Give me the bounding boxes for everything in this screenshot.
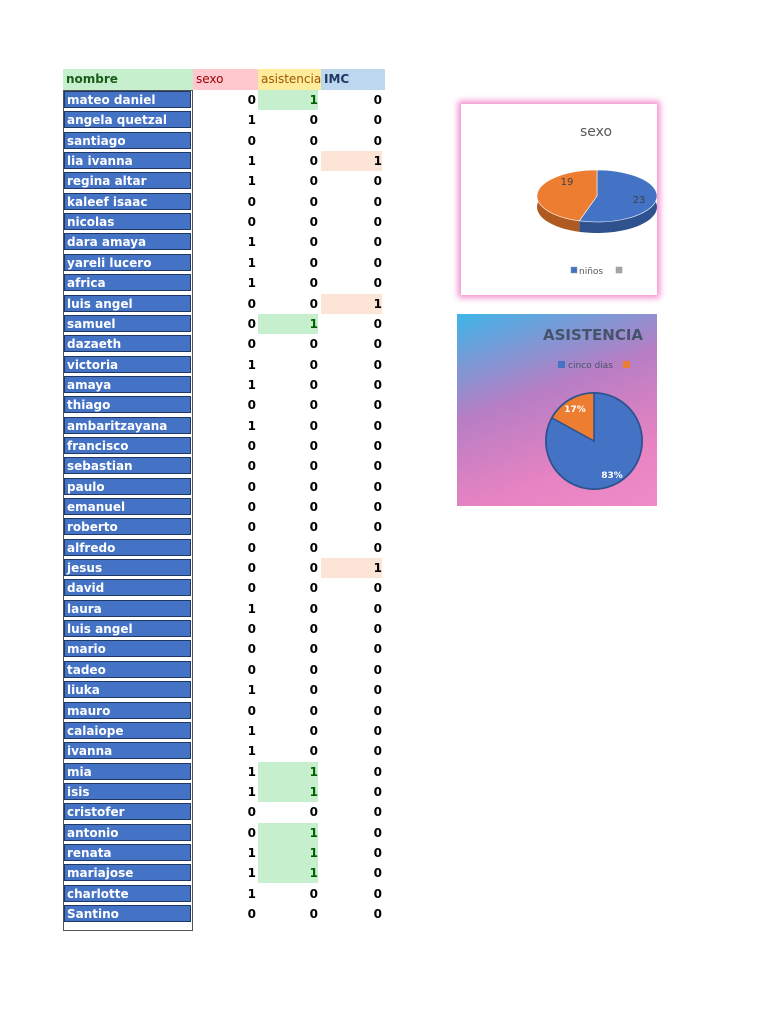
cell-asistencia[interactable]: 1 [258, 762, 318, 782]
cell-nombre[interactable]: ambaritzayana [64, 417, 191, 434]
table-row [63, 680, 385, 700]
cell-nombre[interactable]: alfredo [64, 539, 191, 556]
cell-sexo[interactable]: 1 [247, 418, 256, 433]
chart-sexo[interactable] [461, 104, 657, 295]
cell-asistencia[interactable]: 0 [309, 744, 318, 759]
table-row [63, 762, 385, 782]
cell-nombre[interactable]: nicolas [64, 213, 191, 230]
cell-sexo[interactable]: 1 [247, 845, 256, 860]
cell-sexo[interactable]: 0 [247, 296, 256, 311]
cell-sexo[interactable]: 0 [247, 907, 256, 921]
cell-asistencia[interactable]: 0 [309, 561, 318, 576]
cell-sexo[interactable]: 1 [247, 377, 256, 392]
cell-imc[interactable]: 0 [373, 438, 382, 453]
cell-nombre[interactable]: amaya [64, 376, 191, 393]
cell-sexo[interactable]: 1 [247, 113, 256, 128]
cell-asistencia[interactable]: 0 [309, 255, 318, 270]
cell-imc[interactable]: 0 [373, 866, 382, 881]
table-row [63, 782, 385, 802]
cell-sexo[interactable]: 0 [247, 479, 256, 494]
cell-imc[interactable]: 0 [373, 194, 382, 209]
cell-asistencia[interactable]: 0 [309, 276, 318, 291]
cell-asistencia[interactable]: 0 [309, 540, 318, 555]
cell-nombre[interactable]: santiago [64, 132, 191, 149]
cell-asistencia[interactable]: 0 [309, 520, 318, 535]
header-sexo[interactable]: sexo [193, 69, 258, 90]
cell-nombre[interactable]: ivanna [64, 742, 191, 759]
cell-nombre[interactable]: tadeo [64, 661, 191, 678]
cell-sexo[interactable]: 0 [247, 459, 256, 474]
cell-asistencia[interactable]: 0 [309, 601, 318, 616]
cell-asistencia[interactable]: 1 [258, 314, 318, 334]
cell-nombre[interactable]: thiago [64, 396, 191, 413]
cell-imc[interactable]: 0 [373, 662, 382, 677]
header-asistencia[interactable]: asistencia [258, 69, 321, 90]
cell-nombre[interactable]: isis [64, 783, 191, 800]
cell-nombre[interactable]: regina altar [64, 172, 191, 189]
cell-imc[interactable]: 0 [373, 886, 382, 901]
cell-asistencia[interactable]: 0 [309, 723, 318, 738]
data-label-0: 83% [601, 471, 623, 481]
cell-asistencia[interactable]: 0 [309, 581, 318, 596]
cell-imc[interactable]: 0 [373, 581, 382, 596]
cell-imc[interactable]: 0 [373, 113, 382, 128]
cell-imc[interactable]: 0 [373, 337, 382, 352]
legend-label-0: cinco dias [568, 361, 613, 371]
cell-nombre[interactable]: luis angel [64, 295, 191, 312]
cell-imc[interactable]: 0 [373, 825, 382, 840]
legend-swatch-0 [571, 267, 577, 273]
cell-asistencia[interactable]: 0 [309, 174, 318, 189]
cell-asistencia[interactable]: 0 [309, 886, 318, 901]
table-row [63, 741, 385, 761]
table-row [63, 192, 385, 212]
cell-sexo[interactable]: 0 [247, 662, 256, 677]
cell-asistencia[interactable]: 0 [309, 907, 318, 921]
cell-imc[interactable]: 0 [373, 744, 382, 759]
cell-imc[interactable]: 0 [373, 255, 382, 270]
cell-asistencia[interactable]: 0 [309, 377, 318, 392]
cell-sexo[interactable]: 1 [247, 255, 256, 270]
cell-asistencia[interactable]: 0 [309, 113, 318, 128]
cell-imc[interactable]: 0 [373, 215, 382, 230]
cell-sexo[interactable]: 0 [247, 215, 256, 230]
cell-nombre[interactable]: mariajose [64, 864, 191, 881]
cell-asistencia[interactable]: 0 [309, 500, 318, 514]
table-row [63, 416, 385, 436]
legend-swatch-1 [623, 361, 630, 368]
cell-imc[interactable]: 0 [373, 683, 382, 698]
cell-asistencia[interactable]: 0 [309, 662, 318, 677]
table-row [63, 90, 385, 110]
cell-sexo[interactable]: 0 [247, 581, 256, 596]
table-row [63, 802, 385, 822]
cell-imc[interactable]: 0 [373, 601, 382, 616]
legend-swatch-0 [558, 361, 565, 368]
cell-sexo[interactable]: 0 [247, 500, 256, 514]
cell-sexo[interactable]: 0 [247, 337, 256, 352]
table-row [63, 314, 385, 334]
table-row [63, 395, 385, 415]
cell-sexo[interactable]: 0 [247, 93, 256, 107]
cell-nombre[interactable]: mario [64, 640, 191, 657]
cell-sexo[interactable]: 0 [247, 540, 256, 555]
header-nombre[interactable]: nombre [63, 69, 193, 90]
cell-nombre[interactable]: Santino [64, 905, 191, 922]
cell-imc[interactable]: 0 [373, 500, 382, 514]
cell-sexo[interactable]: 1 [247, 235, 256, 250]
table-row [63, 619, 385, 639]
legend-swatch-1 [616, 267, 622, 273]
cell-nombre[interactable]: antonio [64, 824, 191, 841]
cell-nombre[interactable]: jesus [64, 559, 191, 576]
table-row [63, 639, 385, 659]
cell-nombre[interactable]: renata [64, 844, 191, 861]
cell-imc[interactable]: 0 [373, 357, 382, 372]
cell-imc[interactable]: 0 [373, 907, 382, 921]
cell-asistencia[interactable]: 1 [258, 843, 318, 863]
table-row [63, 436, 385, 456]
cell-imc[interactable]: 0 [373, 703, 382, 718]
cell-sexo[interactable]: 0 [247, 825, 256, 840]
cell-sexo[interactable]: 1 [247, 683, 256, 698]
cell-imc[interactable]: 0 [373, 479, 382, 494]
cell-sexo[interactable]: 0 [247, 316, 256, 331]
cell-sexo[interactable]: 0 [247, 805, 256, 820]
table-row [63, 171, 385, 191]
cell-sexo[interactable]: 0 [247, 561, 256, 576]
cell-asistencia[interactable]: 0 [309, 357, 318, 372]
cell-nombre[interactable]: roberto [64, 518, 191, 535]
chart-asistencia-svg [457, 314, 657, 506]
cell-imc[interactable]: 0 [373, 622, 382, 637]
data-label-0: 23 [632, 195, 646, 206]
cell-nombre[interactable]: francisco [64, 437, 191, 454]
cell-asistencia[interactable]: 0 [309, 479, 318, 494]
cell-sexo[interactable]: 0 [247, 194, 256, 209]
cell-sexo[interactable]: 0 [247, 398, 256, 413]
cell-asistencia[interactable]: 0 [309, 235, 318, 250]
cell-sexo[interactable]: 1 [247, 744, 256, 759]
cell-sexo[interactable]: 0 [247, 622, 256, 637]
table-row [63, 334, 385, 354]
chart-title: sexo [579, 124, 613, 140]
cell-imc[interactable]: 0 [373, 316, 382, 331]
cell-nombre[interactable]: laura [64, 600, 191, 617]
cell-sexo[interactable]: 1 [247, 601, 256, 616]
cell-asistencia[interactable]: 0 [309, 622, 318, 637]
table-row [63, 151, 385, 171]
table-row [63, 721, 385, 741]
table-row [63, 497, 385, 517]
cell-imc[interactable]: 1 [321, 294, 382, 314]
cell-sexo[interactable]: 0 [247, 703, 256, 718]
cell-asistencia[interactable]: 1 [258, 90, 318, 110]
table-row [63, 701, 385, 721]
cell-asistencia[interactable]: 0 [309, 337, 318, 352]
cell-imc[interactable]: 0 [373, 174, 382, 189]
cell-sexo[interactable]: 1 [247, 276, 256, 291]
cell-nombre[interactable]: yareli lucero [64, 254, 191, 271]
table-row [63, 477, 385, 497]
cell-asistencia[interactable]: 0 [309, 133, 318, 148]
cell-nombre[interactable]: kaleef isaac [64, 193, 191, 210]
cell-sexo[interactable]: 0 [247, 520, 256, 535]
cell-nombre[interactable]: sebastian [64, 457, 191, 474]
cell-nombre[interactable]: samuel [64, 315, 191, 332]
cell-asistencia[interactable]: 0 [309, 215, 318, 230]
table-row [63, 843, 385, 863]
cell-nombre[interactable]: mauro [64, 702, 191, 719]
chart-asistencia[interactable] [457, 314, 657, 506]
chart-title: ASISTENCIA [542, 326, 644, 344]
cell-imc[interactable]: 0 [373, 642, 382, 657]
cell-imc[interactable]: 1 [321, 151, 382, 171]
cell-nombre[interactable]: david [64, 579, 191, 596]
cell-imc[interactable]: 0 [373, 764, 382, 779]
cell-asistencia[interactable]: 0 [309, 805, 318, 820]
table-row [63, 578, 385, 598]
cell-sexo[interactable]: 1 [247, 723, 256, 738]
data-label-1: 17% [564, 405, 586, 415]
cell-nombre[interactable]: liuka [64, 681, 191, 698]
table-row [63, 232, 385, 252]
cell-imc[interactable]: 0 [373, 784, 382, 799]
cell-asistencia[interactable]: 0 [309, 438, 318, 453]
cell-nombre[interactable]: victoria [64, 356, 191, 373]
cell-nombre[interactable]: cristofer [64, 803, 191, 820]
cell-nombre[interactable]: dazaeth [64, 335, 191, 352]
cell-imc[interactable]: 0 [373, 377, 382, 392]
cell-imc[interactable]: 0 [373, 540, 382, 555]
cell-imc[interactable]: 0 [373, 133, 382, 148]
cell-asistencia[interactable]: 0 [309, 703, 318, 718]
cell-sexo[interactable]: 1 [247, 886, 256, 901]
table-row [63, 131, 385, 151]
cell-sexo[interactable]: 0 [247, 642, 256, 657]
cell-nombre[interactable]: calaiope [64, 722, 191, 739]
cell-imc[interactable]: 0 [373, 459, 382, 474]
table-row [63, 823, 385, 843]
cell-imc[interactable]: 0 [373, 418, 382, 433]
cell-imc[interactable]: 0 [373, 805, 382, 820]
cell-asistencia[interactable]: 1 [258, 863, 318, 883]
table-row [63, 538, 385, 558]
cell-sexo[interactable]: 1 [247, 174, 256, 189]
cell-nombre[interactable]: angela quetzal [64, 111, 191, 128]
cell-asistencia[interactable]: 0 [309, 194, 318, 209]
cell-nombre[interactable]: mia [64, 763, 191, 780]
cell-imc[interactable]: 0 [373, 520, 382, 535]
cell-sexo[interactable]: 1 [247, 357, 256, 372]
table-row [63, 253, 385, 273]
cell-asistencia[interactable]: 0 [309, 398, 318, 413]
cell-nombre[interactable]: africa [64, 274, 191, 291]
table-row [63, 599, 385, 619]
legend-label-0: niños [579, 267, 604, 277]
table-row [63, 558, 385, 578]
table-row [63, 863, 385, 883]
cell-sexo[interactable]: 1 [247, 154, 256, 169]
table-row [63, 375, 385, 395]
cell-sexo[interactable]: 1 [247, 866, 256, 881]
table-row [63, 212, 385, 232]
data-label-1: 19 [560, 177, 574, 188]
table-row [63, 273, 385, 293]
cell-imc[interactable]: 0 [373, 235, 382, 250]
cell-sexo[interactable]: 0 [247, 133, 256, 148]
cell-nombre[interactable]: emanuel [64, 498, 191, 515]
cell-imc[interactable]: 0 [373, 723, 382, 738]
cell-imc[interactable]: 0 [373, 93, 382, 107]
cell-sexo[interactable]: 1 [247, 764, 256, 779]
table-row [63, 294, 385, 314]
cell-nombre[interactable]: luis angel [64, 620, 191, 637]
chart-sexo-svg [461, 104, 657, 295]
cell-nombre[interactable]: lia ivanna [64, 152, 191, 169]
cell-imc[interactable]: 1 [321, 558, 382, 578]
cell-asistencia[interactable]: 1 [258, 782, 318, 802]
cell-sexo[interactable]: 0 [247, 438, 256, 453]
cell-imc[interactable]: 0 [373, 845, 382, 860]
header-imc[interactable]: IMC [321, 69, 385, 90]
cell-nombre[interactable]: dara amaya [64, 233, 191, 250]
cell-asistencia[interactable]: 0 [309, 642, 318, 657]
table-row [63, 660, 385, 680]
table-row [63, 456, 385, 476]
table-row [63, 355, 385, 375]
cell-asistencia[interactable]: 0 [309, 296, 318, 311]
cell-nombre[interactable]: charlotte [64, 885, 191, 902]
cell-asistencia[interactable]: 1 [258, 823, 318, 843]
cell-asistencia[interactable]: 0 [309, 459, 318, 474]
table-row [63, 110, 385, 130]
cell-nombre[interactable]: mateo daniel [64, 91, 191, 108]
table-row [63, 904, 385, 924]
cell-asistencia[interactable]: 0 [309, 683, 318, 698]
cell-asistencia[interactable]: 0 [309, 154, 318, 169]
table-row [63, 517, 385, 537]
cell-imc[interactable]: 0 [373, 398, 382, 413]
cell-imc[interactable]: 0 [373, 276, 382, 291]
table-row [63, 884, 385, 904]
cell-sexo[interactable]: 1 [247, 784, 256, 799]
cell-asistencia[interactable]: 0 [309, 418, 318, 433]
cell-nombre[interactable]: paulo [64, 478, 191, 495]
